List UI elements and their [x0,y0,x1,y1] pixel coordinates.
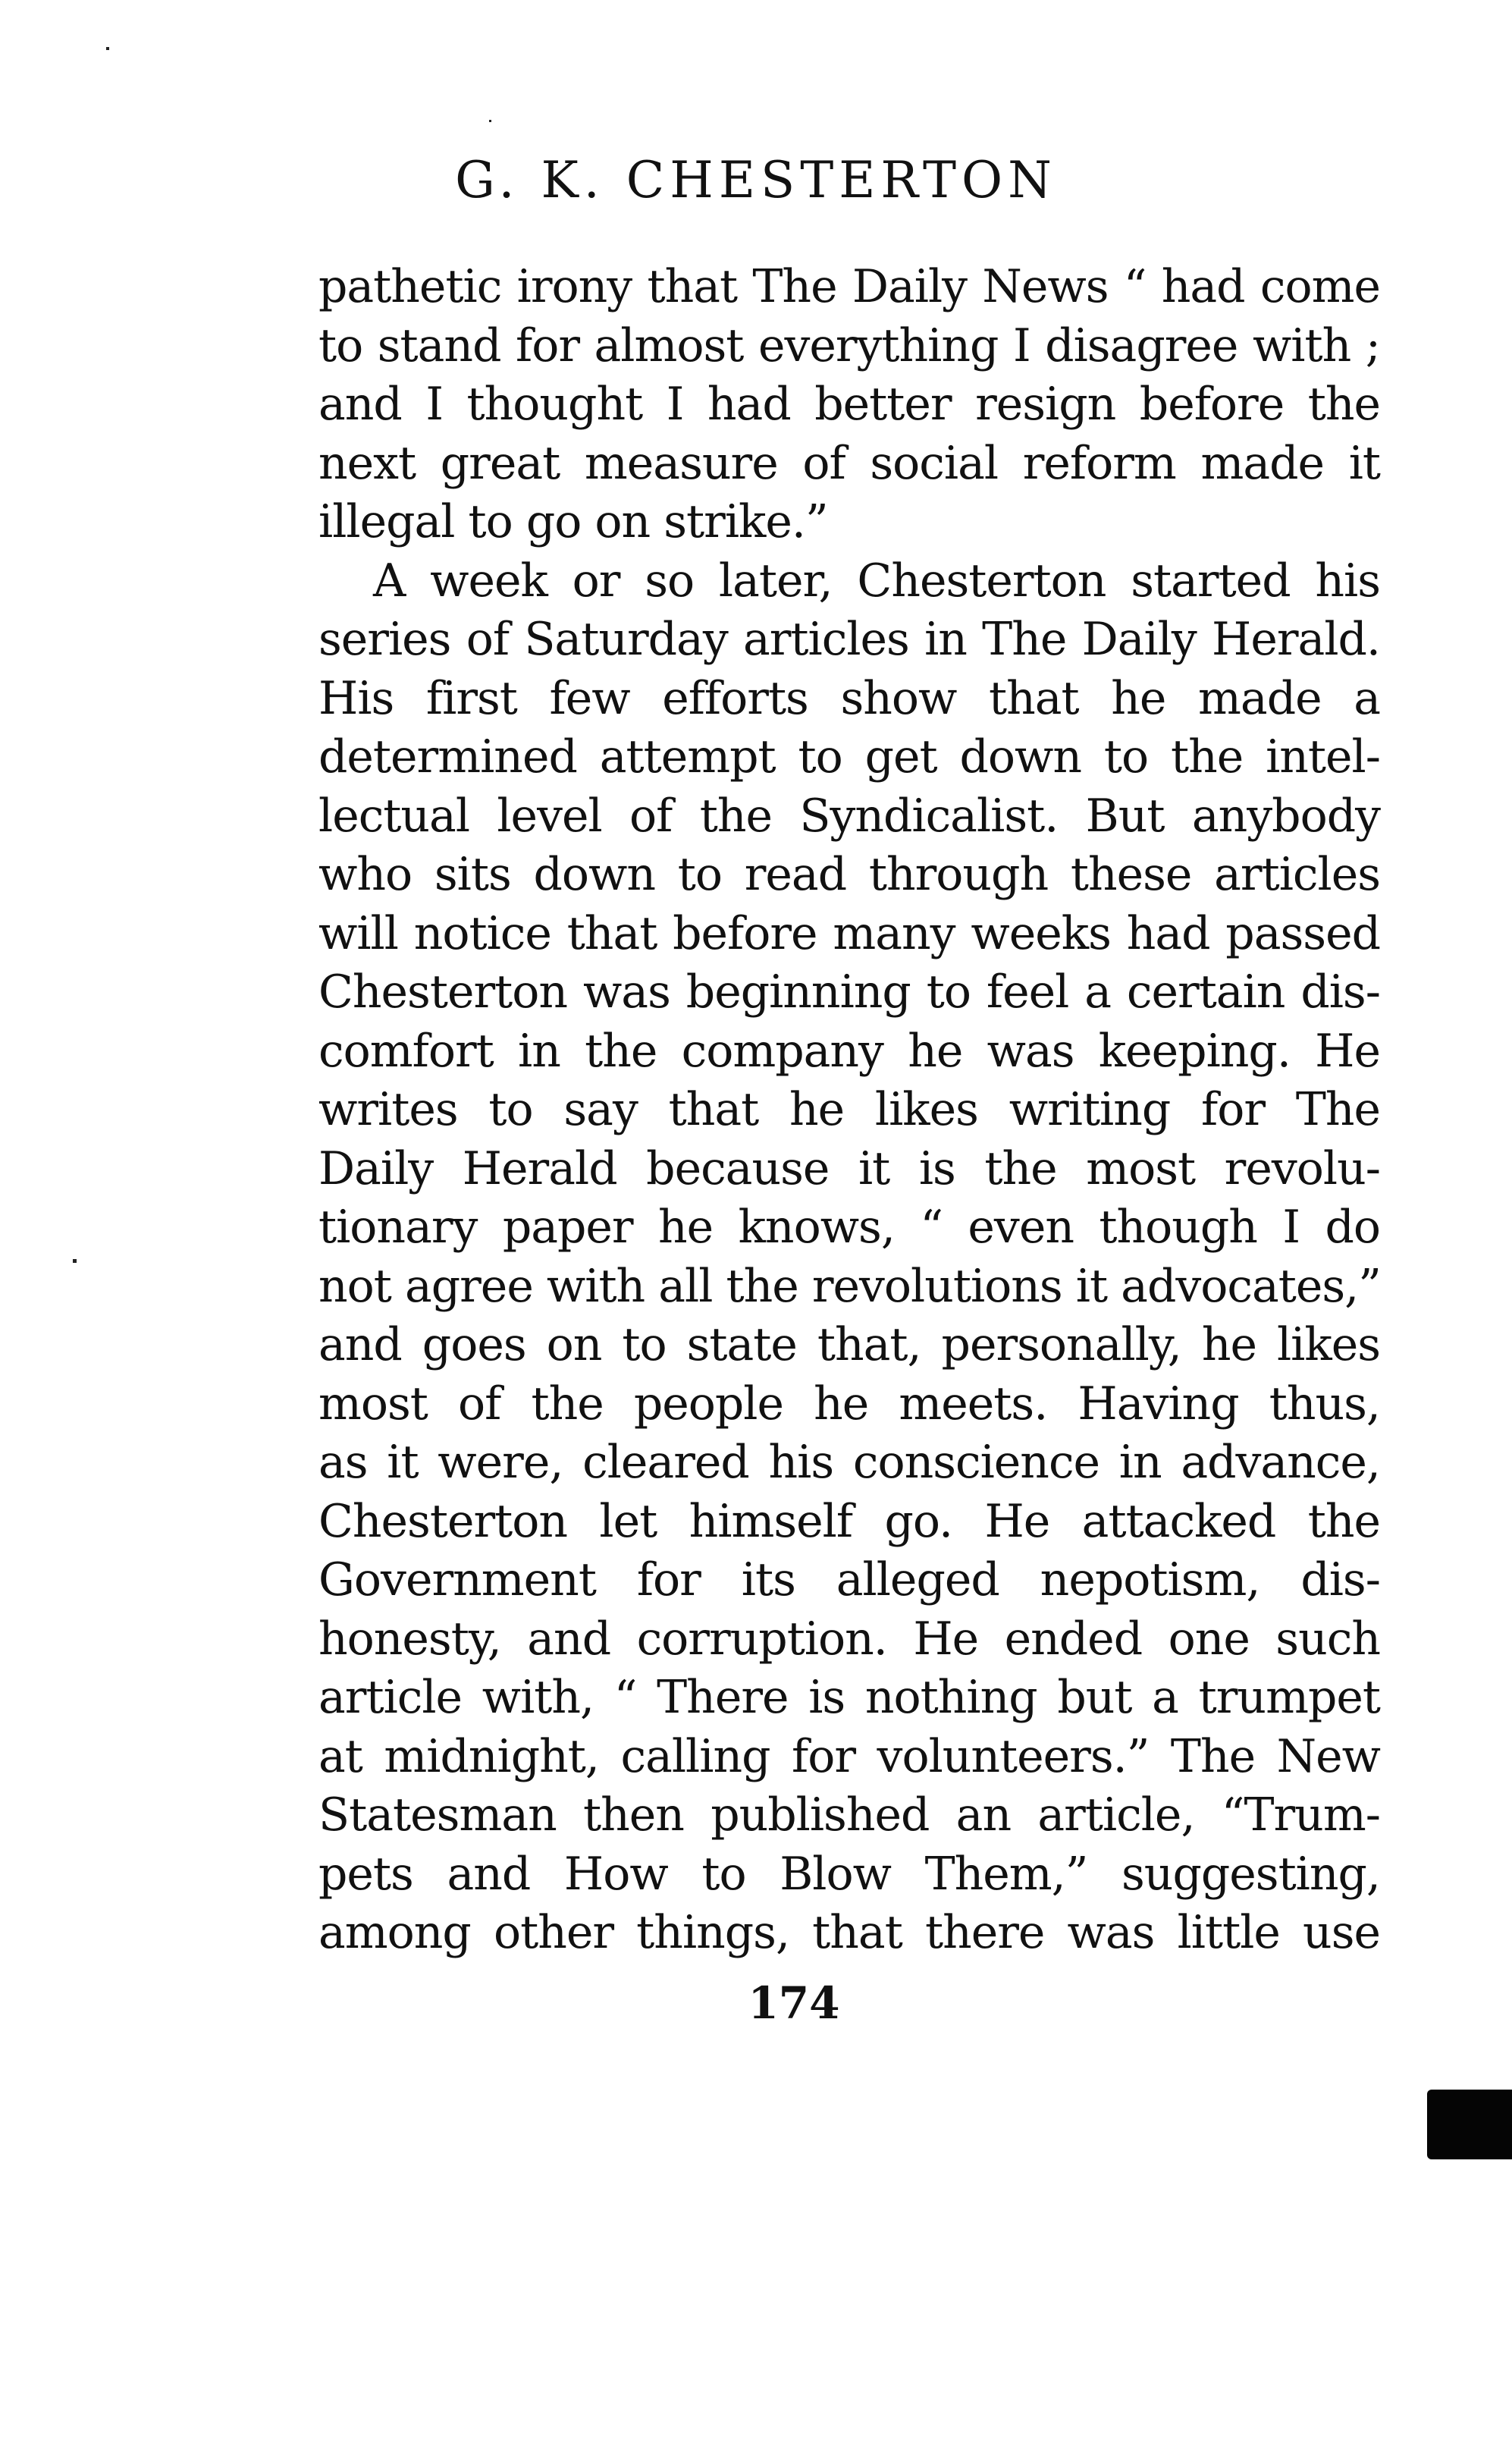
text-line: Statesman then published an article, “Trum- [318,1788,1380,1842]
scan-edge-mark [1427,2090,1512,2159]
text-line: illegal to go on strike.” [318,495,828,548]
text-line: most of the people he meets. Having thus, [318,1377,1380,1430]
scan-speck [106,47,109,50]
text-line: will notice that before many weeks had passed [318,906,1380,960]
text-line: Daily Herald because it is the most revolu- [318,1142,1380,1195]
text-line: pathetic irony that The Daily News “ had come [318,260,1380,313]
text-line: comfort in the company he was keeping. He [318,1024,1380,1078]
scan-speck [489,120,491,122]
text-line: His first few efforts show that he made a [318,671,1380,725]
page-number: 174 [748,1977,840,2029]
text-line: not agree with all the revolutions it advocates,” [318,1259,1381,1313]
text-line: lectual level of the Syndicalist. But anybody [318,789,1380,843]
text-line: Government for its alleged nepotism, dis- [318,1553,1380,1606]
text-line: at midnight, calling for volunteers.” The New [318,1729,1380,1783]
text-line: who sits down to read through these articles [318,848,1380,901]
text-line: Chesterton was beginning to feel a certain dis- [318,966,1380,1019]
text-line: tionary paper he knows, “ even though I do [318,1201,1380,1254]
text-line: among other things, that there was little use [318,1906,1380,1959]
text-line: to stand for almost everything I disagree with ; [318,319,1380,372]
text-line: next great measure of social reform made it [318,436,1380,490]
running-head: G. K. CHESTERTON [455,151,1057,209]
text-line: as it were, cleared his conscience in advance, [318,1436,1380,1489]
text-line: honesty, and corruption. He ended one such [318,1612,1380,1666]
text-line: A week or so later, Chesterton started his [373,554,1380,608]
text-line: pets and How to Blow Them,” suggesting, [318,1847,1380,1901]
text-line: article with, “ There is nothing but a trumpet [318,1671,1380,1724]
text-line: determined attempt to get down to the intel- [318,730,1380,784]
text-line: Chesterton let himself go. He attacked the [318,1494,1380,1548]
body-text [318,258,1380,1963]
scan-speck [73,1259,77,1263]
text-line: and goes on to state that, personally, he likes [318,1318,1380,1371]
text-line: and I thought I had better resign before the [318,378,1380,431]
text-line: writes to say that he likes writing for The [318,1083,1380,1136]
text-line: series of Saturday articles in The Daily Herald. [318,613,1380,666]
